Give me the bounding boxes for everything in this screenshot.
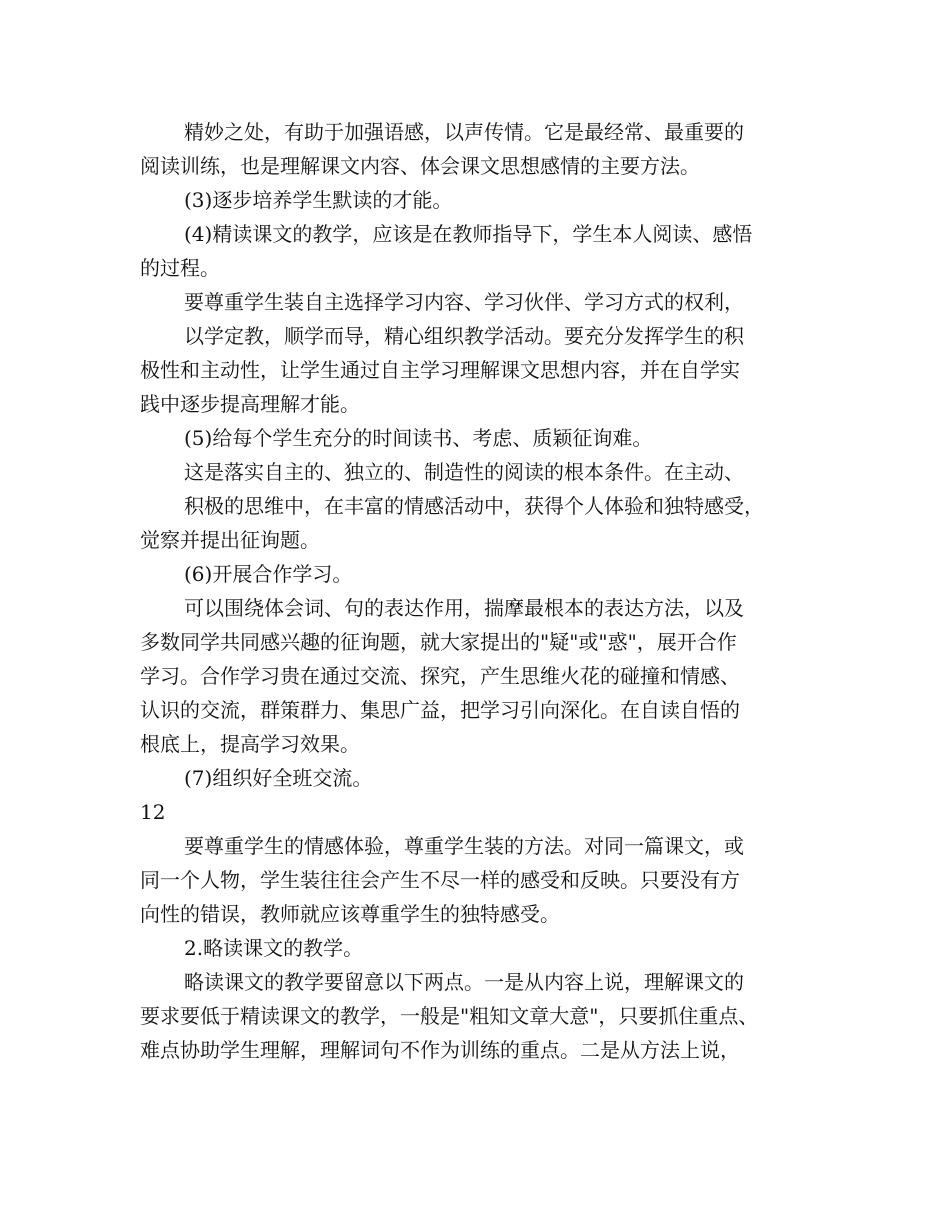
text-line: 精妙之处，有助于加强语感，以声传情。它是最经常、最重要的 — [184, 120, 744, 144]
text-line: 觉察并提出征询题。 — [140, 528, 320, 552]
text-line: 以学定教，顺学而导，精心组织教学活动。要充分发挥学生的积 — [184, 324, 744, 348]
text-line: 的过程。 — [140, 256, 220, 280]
text-line: 这是落实自主的、独立的、制造性的阅读的根本条件。在主动、 — [184, 460, 744, 484]
list-item-heading: (3)逐步培养学生默读的才能。 — [184, 188, 453, 212]
text-line: 根底上，提高学习效果。 — [140, 732, 360, 756]
section-heading: 2.略读课文的教学。 — [184, 936, 364, 960]
text-line: 要尊重学生装自主选择学习内容、学习伙伴、学习方式的权利， — [184, 290, 744, 314]
list-item-heading: (5)给每个学生充分的时间读书、考虑、质颖征询难。 — [184, 426, 653, 450]
page-number: 12 — [140, 800, 166, 824]
list-item-heading: (6)开展合作学习。 — [184, 562, 353, 586]
text-line: 践中逐步提高理解才能。 — [140, 392, 360, 416]
text-line: 可以围绕体会词、句的表达作用，揣摩最根本的表达方法，以及 — [184, 596, 744, 620]
text-line: 积极的思维中，在丰富的情感活动中，获得个人体验和独特感受， — [184, 494, 764, 518]
list-item-heading: (4)精读课文的教学，应该是在教师指导下，学生本人阅读、感悟 — [184, 222, 753, 246]
text-line: 要尊重学生的情感体验，尊重学生装的方法。对同一篇课文，或 — [184, 834, 744, 858]
text-line: 认识的交流，群策群力、集思广益，把学习引向深化。在自读自悟的 — [140, 698, 740, 722]
text-line: 要求要低于精读课文的教学，一般是"粗知文章大意"，只要抓住重点、 — [140, 1004, 759, 1028]
text-line: 阅读训练，也是理解课文内容、体会课文思想感情的主要方法。 — [140, 154, 700, 178]
text-line: 同一个人物，学生装往往会产生不尽一样的感受和反映。只要没有方 — [140, 868, 740, 892]
text-line: 略读课文的教学要留意以下两点。一是从内容上说，理解课文的 — [184, 970, 744, 994]
text-line: 难点协助学生理解，理解词句不作为训练的重点。二是从方法上说， — [140, 1038, 740, 1062]
text-line: 极性和主动性，让学生通过自主学习理解课文思想内容，并在自学实 — [140, 358, 740, 382]
list-item-heading: (7)组织好全班交流。 — [184, 766, 373, 790]
text-line: 学习。合作学习贵在通过交流、探究，产生思维火花的碰撞和情感、 — [140, 664, 740, 688]
text-line: 向性的错误，教师就应该尊重学生的独特感受。 — [140, 902, 560, 926]
text-line: 多数同学共同感兴趣的征询题，就大家提出的"疑"或"惑"，展开合作 — [140, 630, 737, 654]
document-body — [140, 115, 820, 1067]
